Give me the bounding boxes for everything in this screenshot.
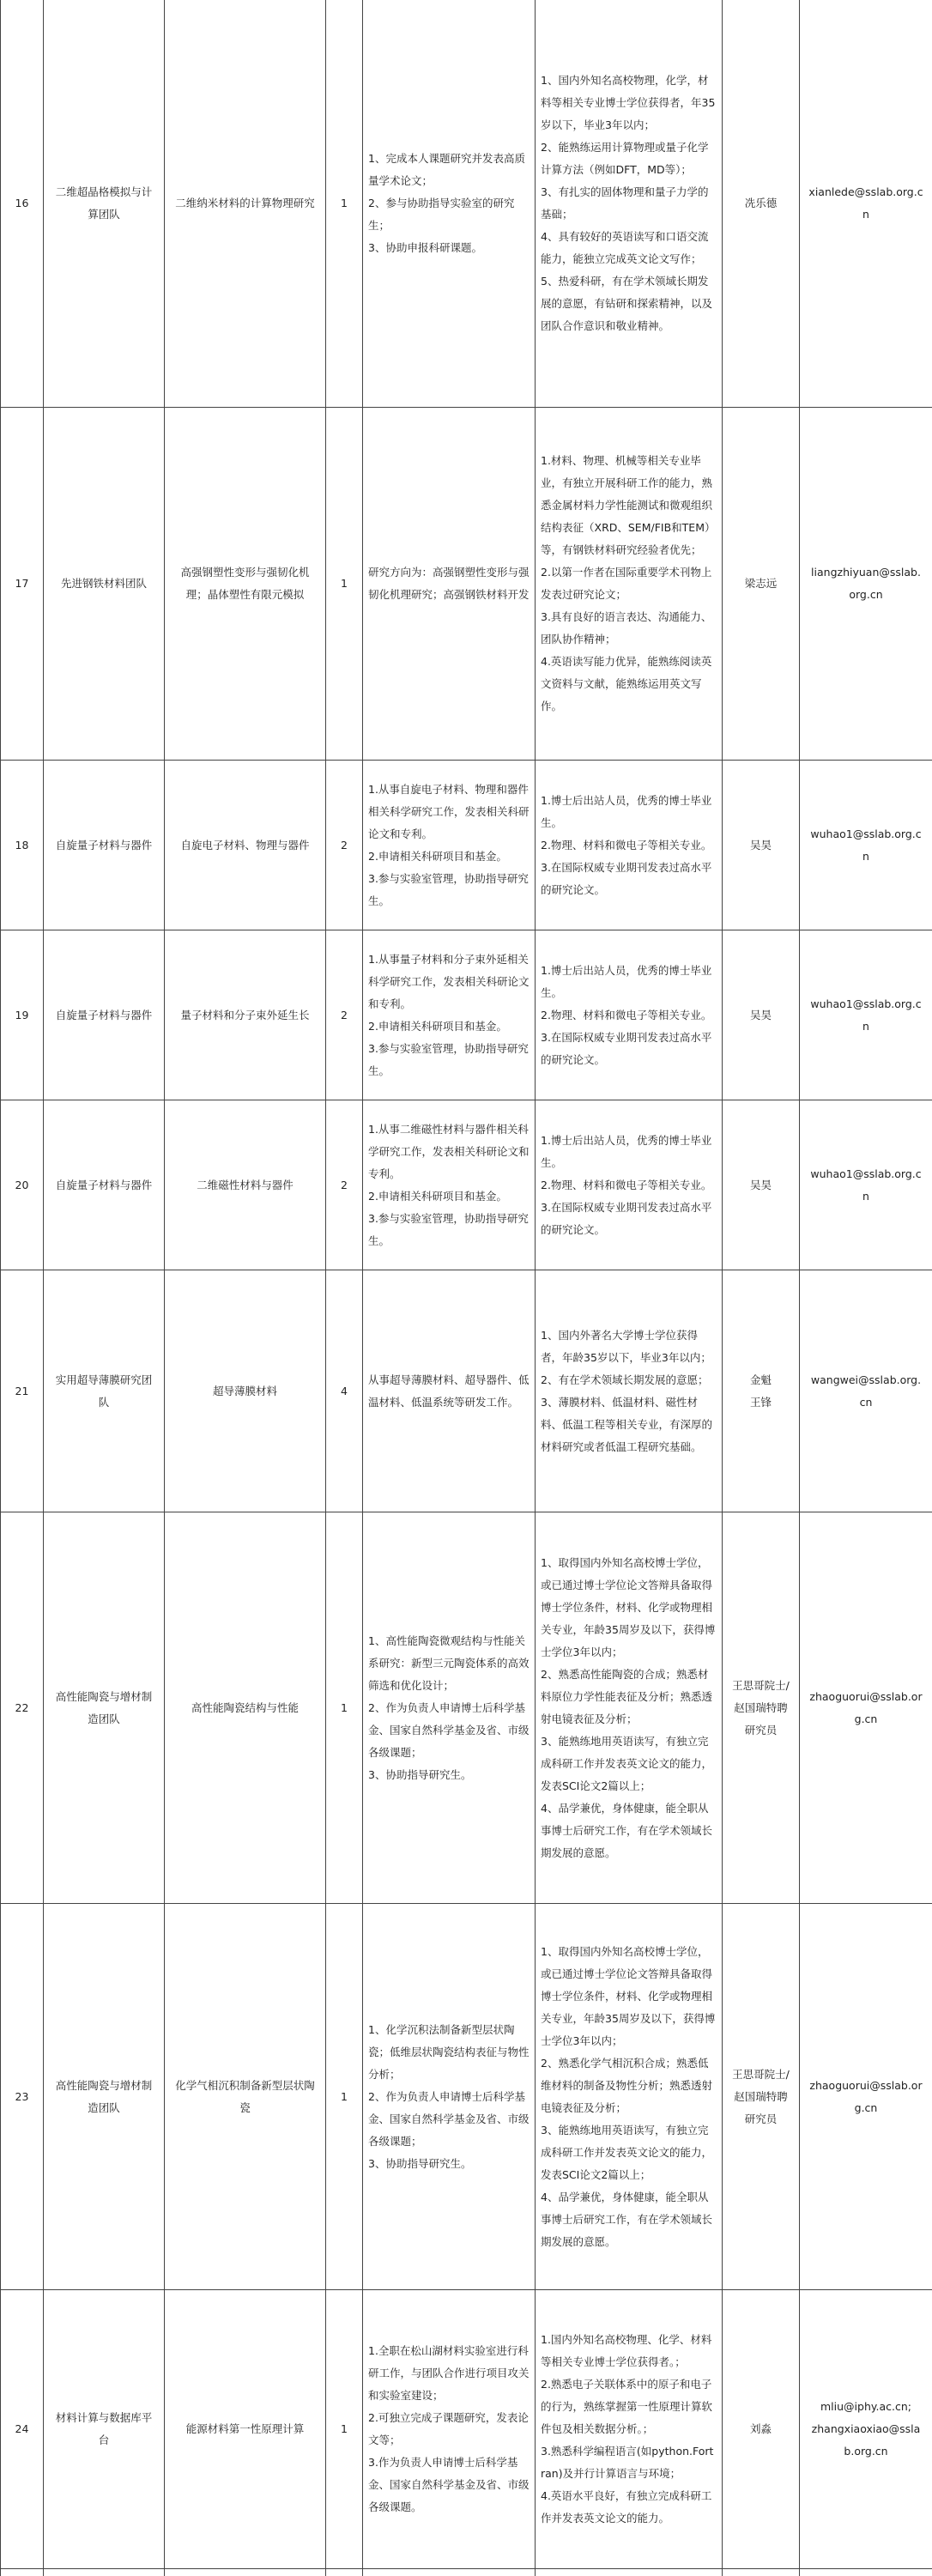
- requirement-item: 5、热爱科研，有在学术领域长期发展的意愿，有钻研和探索精神，以及团队合作意识和敬业精神。: [541, 270, 717, 337]
- requirement-item: 3.在国际权威专业期刊发表过高水平的研究论文。: [541, 1197, 717, 1241]
- requirement-item: 3、有扎实的固体物理和量子力学的基础；: [541, 181, 717, 226]
- contact-email: xianlede@sslab.org.cn: [800, 0, 932, 408]
- duty-item: 3、协助申报科研课题。: [368, 237, 530, 259]
- position-count: 4: [326, 1270, 363, 1512]
- duty-item: 2、参与协助指导实验室的研究生；: [368, 192, 530, 237]
- job-duties: [363, 0, 536, 408]
- contact-person: 金魁 王锋: [723, 1270, 800, 1512]
- position-count: 2: [326, 1100, 363, 1270]
- requirement-item: 3.具有良好的语言表达、沟通能力、团队协作精神；: [541, 606, 717, 651]
- team-name: 二维超晶格模拟与计算团队: [44, 0, 165, 408]
- requirement-item: 1.博士后出站人员，优秀的博士毕业生。: [541, 790, 717, 834]
- table-row: [1, 2290, 932, 2569]
- duty-item: 2、作为负责人申请博士后科学基金、国家自然科学基金及省、市级各级课题；: [368, 1697, 530, 1764]
- team-name: 先进钢铁材料团队: [44, 408, 165, 761]
- contact-person: 吴昊: [723, 930, 800, 1100]
- duty-item: 1、高性能陶瓷微观结构与性能关系研究：新型三元陶瓷体系的高效筛选和优化设计；: [368, 1630, 530, 1697]
- research-direction: 能源材料第一性原理计算: [165, 2290, 326, 2569]
- team-name: 实用超导薄膜研究团队: [44, 1270, 165, 1512]
- duty-item: 3.参与实验室管理，协助指导研究生。: [368, 1038, 530, 1082]
- empty-cell: [326, 2569, 363, 2576]
- duty-item: 从事超导薄膜材料、超导器件、低温材料、低温系统等研发工作。: [368, 1369, 530, 1414]
- requirement-item: 2.物理、材料和微电子等相关专业。: [541, 834, 717, 857]
- duty-item: 3.参与实验室管理，协助指导研究生。: [368, 1208, 530, 1252]
- research-direction: 高强钢塑性变形与强韧化机理；晶体塑性有限元模拟: [165, 408, 326, 761]
- research-direction: 自旋电子材料、物理与器件: [165, 761, 326, 930]
- research-direction: 高性能陶瓷结构与性能: [165, 1512, 326, 1904]
- job-duties: [363, 761, 536, 930]
- requirement-item: 4、品学兼优，身体健康，能全职从事博士后研究工作，有在学术领域长期发展的意愿。: [541, 1797, 717, 1864]
- job-requirements: [536, 761, 723, 930]
- job-requirements: [536, 2290, 723, 2569]
- row-number: 21: [1, 1270, 44, 1512]
- duty-item: 1.从事二维磁性材料与器件相关科学研究工作，发表相关科研论文和专利。: [368, 1118, 530, 1185]
- row-number: 22: [1, 1512, 44, 1904]
- requirement-item: 3.在国际权威专业期刊发表过高水平的研究论文。: [541, 1027, 717, 1071]
- table-row: [1, 1270, 932, 1512]
- contact-person: 王思哥院士/赵国瑞特聘研究员: [723, 1512, 800, 1904]
- team-name: 高性能陶瓷与增材制造团队: [44, 1512, 165, 1904]
- requirement-item: 2、熟悉化学气相沉积合成；熟悉低维材料的制备及物性分析；熟悉透射电镜表征及分析；: [541, 2052, 717, 2119]
- requirement-item: 3、能熟练地用英语读写，有独立完成科研工作并发表英文论文的能力，发表SCI论文2篇以上；: [541, 2119, 717, 2186]
- duty-item: 2.申请相关科研项目和基金。: [368, 1185, 530, 1208]
- job-duties: [363, 1904, 536, 2290]
- table-row: [1, 930, 932, 1100]
- contact-person: 吴昊: [723, 1100, 800, 1270]
- job-requirements: [536, 1270, 723, 1512]
- position-count: 1: [326, 1904, 363, 2290]
- job-requirements: [536, 930, 723, 1100]
- row-number: 24: [1, 2290, 44, 2569]
- row-number: 16: [1, 0, 44, 408]
- requirement-item: 3、能熟练地用英语读写，有独立完成科研工作并发表英文论文的能力，发表SCI论文2篇以上；: [541, 1730, 717, 1797]
- empty-cell: [800, 2569, 932, 2576]
- job-duties: [363, 1270, 536, 1512]
- table-row: [1, 408, 932, 761]
- job-duties: [363, 1512, 536, 1904]
- requirement-item: 2.熟悉电子关联体系中的原子和电子的行为，熟练掌握第一性原理计算软件包及相关数据分析。；: [541, 2373, 717, 2440]
- duty-item: 3.参与实验室管理，协助指导研究生。: [368, 868, 530, 912]
- requirement-item: 1、取得国内外知名高校博士学位，或已通过博士学位论文答辩具备取得博士学位条件，材料、化学或物理相关专业，年龄35周岁及以下，获得博士学位3年以内；: [541, 1941, 717, 2052]
- contact-email: wangwei@sslab.org.cn: [800, 1270, 932, 1512]
- position-count: 2: [326, 930, 363, 1100]
- row-number: 18: [1, 761, 44, 930]
- team-name: 自旋量子材料与器件: [44, 1100, 165, 1270]
- table-row: [1, 2569, 932, 2576]
- research-direction: 量子材料和分子束外延生长: [165, 930, 326, 1100]
- team-name: 自旋量子材料与器件: [44, 930, 165, 1100]
- duty-item: 3、协助指导研究生。: [368, 2153, 530, 2175]
- position-count: 1: [326, 2290, 363, 2569]
- requirement-item: 1、国内外著名大学博士学位获得者，年龄35岁以下，毕业3年以内；: [541, 1324, 717, 1369]
- requirement-item: 1.国内外知名高校物理、化学、材料等相关专业博士学位获得者。；: [541, 2329, 717, 2373]
- duty-item: 1.从事自旋电子材料、物理和器件相关科学研究工作，发表相关科研论文和专利。: [368, 779, 530, 846]
- requirement-item: 1.博士后出站人员，优秀的博士毕业生。: [541, 1130, 717, 1174]
- duty-item: 3、协助指导研究生。: [368, 1764, 530, 1786]
- empty-cell: [723, 2569, 800, 2576]
- job-requirements: [536, 0, 723, 408]
- job-requirements: [536, 1904, 723, 2290]
- requirement-item: 2、能熟练运用计算物理或量子化学计算方法（例如DFT，MD等）；: [541, 136, 717, 181]
- contact-email: wuhao1@sslab.org.cn: [800, 930, 932, 1100]
- job-requirements: [536, 408, 723, 761]
- duty-item: 1.全职在松山湖材料实验室进行科研工作，与团队合作进行项目攻关和实验室建设；: [368, 2340, 530, 2407]
- requirement-item: 2.物理、材料和微电子等相关专业。: [541, 1174, 717, 1197]
- team-name: 高性能陶瓷与增材制造团队: [44, 1904, 165, 2290]
- position-count: 1: [326, 0, 363, 408]
- requirement-item: 3.在国际权威专业期刊发表过高水平的研究论文。: [541, 857, 717, 901]
- table-row: [1, 1512, 932, 1904]
- contact-email: zhaoguorui@sslab.org.cn: [800, 1512, 932, 1904]
- requirement-item: 3.熟悉科学编程语言(如python.Fortran)及并行计算语言与环境；: [541, 2440, 717, 2485]
- contact-person: 王思哥院士/赵国瑞特聘研究员: [723, 1904, 800, 2290]
- table-row: [1, 1904, 932, 2290]
- team-name: 自旋量子材料与器件: [44, 761, 165, 930]
- position-count: 2: [326, 761, 363, 930]
- contact-email: mliu@iphy.ac.cn; zhangxiaoxiao@sslab.org.cn: [800, 2290, 932, 2569]
- requirement-item: 4.英语读写能力优异，能熟练阅读英文资料与文献，能熟练运用英文写作。: [541, 651, 717, 718]
- contact-person: 冼乐德: [723, 0, 800, 408]
- requirement-item: 1.博士后出站人员，优秀的博士毕业生。: [541, 960, 717, 1004]
- duty-item: 1、完成本人课题研究并发表高质量学术论文；: [368, 148, 530, 192]
- row-number: 19: [1, 930, 44, 1100]
- duty-item: 3.作为负责人申请博士后科学基金、国家自然科学基金及省、市级各级课题。: [368, 2452, 530, 2518]
- research-direction: 二维纳米材料的计算物理研究: [165, 0, 326, 408]
- contact-person: 梁志远: [723, 408, 800, 761]
- requirement-item: 1.材料、物理、机械等相关专业毕业，有独立开展科研工作的能力，熟悉金属材料力学性能测试和微观组织结构表征（XRD、SEM/FIB和TEM）等，有钢铁材料研究经验者优先；: [541, 450, 717, 561]
- contact-email: liangzhiyuan@sslab.org.cn: [800, 408, 932, 761]
- duty-item: 2、作为负责人申请博士后科学基金、国家自然科学基金及省、市级各级课题；: [368, 2086, 530, 2153]
- duty-item: 1.从事量子材料和分子束外延相关科学研究工作，发表相关科研论文和专利。: [368, 949, 530, 1015]
- job-duties: [363, 2290, 536, 2569]
- job-duties: [363, 1100, 536, 1270]
- requirement-item: 2.物理、材料和微电子等相关专业。: [541, 1004, 717, 1027]
- requirement-item: 2、熟悉高性能陶瓷的合成；熟悉材料原位力学性能表征及分析；熟悉透射电镜表征及分析；: [541, 1664, 717, 1730]
- requirement-item: 2.以第一作者在国际重要学术刊物上发表过研究论文；: [541, 561, 717, 606]
- empty-cell: [363, 2569, 536, 2576]
- position-count: 1: [326, 1512, 363, 1904]
- requirement-item: 3、薄膜材料、低温材料、磁性材料、低温工程等相关专业，有深厚的材料研究或者低温工程研究基础。: [541, 1391, 717, 1458]
- requirement-item: 4、品学兼优，身体健康，能全职从事博士后研究工作，有在学术领域长期发展的意愿。: [541, 2186, 717, 2253]
- requirement-item: 2、有在学术领域长期发展的意愿；: [541, 1369, 717, 1391]
- contact-person: 刘淼: [723, 2290, 800, 2569]
- position-count: 1: [326, 408, 363, 761]
- empty-cell: [44, 2569, 165, 2576]
- contact-person: 吴昊: [723, 761, 800, 930]
- empty-cell: [165, 2569, 326, 2576]
- table-row: [1, 0, 932, 408]
- duty-item: 研究方向为：高强钢塑性变形与强韧化机理研究；高强钢铁材料开发: [368, 561, 530, 606]
- research-direction: 二维磁性材料与器件: [165, 1100, 326, 1270]
- duty-item: 1、化学沉积法制备新型层状陶瓷；低维层状陶瓷结构表征与物性分析；: [368, 2019, 530, 2086]
- team-name: 材料计算与数据库平台: [44, 2290, 165, 2569]
- job-requirements: [536, 1100, 723, 1270]
- table-row: [1, 1100, 932, 1270]
- duty-item: 2.申请相关科研项目和基金。: [368, 1015, 530, 1038]
- row-number: 17: [1, 408, 44, 761]
- contact-email: wuhao1@sslab.org.cn: [800, 761, 932, 930]
- job-duties: [363, 408, 536, 761]
- requirement-item: 4.英语水平良好，有独立完成科研工作并发表英文论文的能力。: [541, 2485, 717, 2530]
- contact-email: wuhao1@sslab.org.cn: [800, 1100, 932, 1270]
- duty-item: 2.可独立完成子课题研究，发表论文等；: [368, 2407, 530, 2452]
- job-requirements: [536, 1512, 723, 1904]
- research-direction: 超导薄膜材料: [165, 1270, 326, 1512]
- row-number: 20: [1, 1100, 44, 1270]
- empty-cell: [536, 2569, 723, 2576]
- contact-email: zhaoguorui@sslab.org.cn: [800, 1904, 932, 2290]
- duty-item: 2.申请相关科研项目和基金。: [368, 846, 530, 868]
- requirement-item: 4、具有较好的英语读写和口语交流能力，能独立完成英文论文写作；: [541, 226, 717, 270]
- table-row: [1, 761, 932, 930]
- empty-cell: [1, 2569, 44, 2576]
- job-duties: [363, 930, 536, 1100]
- requirement-item: 1、国内外知名高校物理，化学，材料等相关专业博士学位获得者，年35岁以下，毕业3年以内；: [541, 70, 717, 136]
- row-number: 23: [1, 1904, 44, 2290]
- research-direction: 化学气相沉积制备新型层状陶瓷: [165, 1904, 326, 2290]
- requirement-item: 1、取得国内外知名高校博士学位，或已通过博士学位论文答辩具备取得博士学位条件，材料、化学或物理相关专业，年龄35周岁及以下，获得博士学位3年以内；: [541, 1552, 717, 1664]
